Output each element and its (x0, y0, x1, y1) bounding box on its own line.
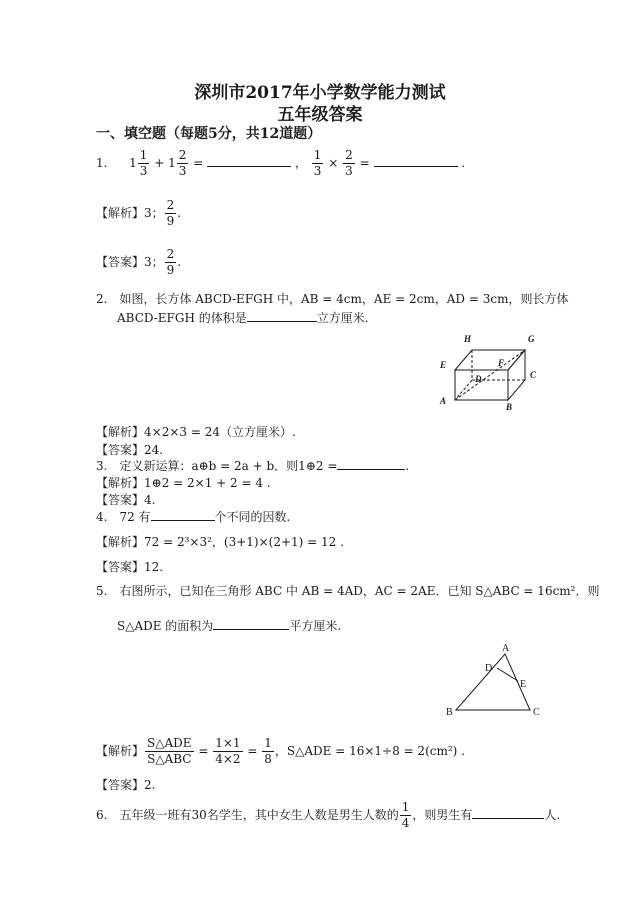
q1-answer-blank-1 (207, 154, 291, 167)
section-heading: 一、填空题（每题5分，共12道题） (96, 126, 322, 142)
cube-label-f: F (498, 358, 505, 368)
q1-answer: 【答案】3； $\frac{2}{9}$ . (96, 247, 182, 277)
cuboid-top-face (455, 350, 525, 370)
q1-analysis: 【解析】3； $\frac{2}{9}$ . (96, 198, 182, 228)
q6-answer-blank (472, 806, 544, 819)
q4-answer-blank (151, 508, 215, 521)
question-1: 1. 1 $\frac{1}{3}$ + 1 $\frac{2}{3}$ = ， $\frac{1}{3}$ × $\frac{2}{3}$ = . (96, 148, 466, 178)
triangle-abc (456, 654, 530, 710)
q5-answer: 【答案】2. (96, 778, 156, 792)
q3-answer-blank (337, 457, 405, 470)
page-subtitle: 五年级答案 (277, 105, 363, 125)
q1-frac-1: $\frac{1}{3}$ (139, 148, 148, 178)
question-2-line2: ABCD-EFGH 的体积是 立方厘米. (117, 311, 369, 325)
question-3: 3. 定义新运算：a⊕b = 2a + b．则1⊕2 = . (96, 459, 410, 473)
question-6: 6. 五年级一班有30名学生，其中女生人数是男生人数的 $\frac{1}{4}$ ，则男生有 人. (96, 800, 561, 830)
q1-frac-4: $\frac{2}{3}$ (345, 148, 353, 178)
cube-label-b: B (506, 402, 513, 412)
tri-label-a: A (502, 643, 510, 654)
q2-answer-blank (247, 309, 317, 322)
tri-label-d: D (485, 663, 493, 674)
q1-answer-blank-2 (374, 154, 458, 167)
question-5-line2: S△ADE 的面积为 平方厘米. (117, 619, 342, 633)
question-2: 2. 如图，长方体 ABCD-EFGH 中，AB = 4cm，AE = 2cm，AD = 3cm，则长方体 (96, 292, 569, 306)
cube-label-h: H (464, 334, 472, 344)
q2-answer: 【答案】24. (96, 443, 164, 457)
q3-analysis: 【解析】1⊕2 = 2×1 + 2 = 4 . (96, 476, 271, 490)
tri-label-b: B (446, 707, 453, 718)
segment-de (497, 668, 518, 681)
cuboid-diagram (430, 328, 550, 414)
cuboid-right-face (508, 350, 525, 400)
q2-analysis: 【解析】4×2×3 = 24（立方厘米）. (96, 425, 296, 439)
cube-label-c: C (530, 370, 537, 380)
cube-label-d: D (475, 374, 482, 384)
question-5: 5. 右图所示，已知在三角形 ABC 中 AB = 4AD，AC = 2AE．已知 S△ABC = 16cm²．则 (96, 584, 600, 598)
cube-label-a: A (440, 396, 447, 406)
q5-analysis: 【解析】 $\frac{\text{S△ADE}}{\text{S△ABC}}$ = $\frac{1\times 1}{4\times 2}$ = $\frac{1}{8}$ ，S△ADE = 16×1÷8 = 2(cm²) . (96, 736, 465, 766)
cube-label-g: G (528, 334, 535, 344)
cuboid-front-face (455, 370, 508, 400)
q5-answer-blank (213, 617, 289, 630)
triangle-diagram (440, 640, 550, 720)
q1-frac-2: $\frac{2}{3}$ (178, 148, 187, 178)
q4-analysis: 【解析】72 = 2³×3²，(3+1)×(2+1) = 12 . (96, 535, 344, 549)
tri-label-e: E (520, 679, 527, 690)
tri-label-c: C (533, 707, 540, 718)
question-4: 4. 72 有 个不同的因数. (96, 510, 291, 524)
page-title: 深圳市2017年小学数学能力测试 (194, 83, 446, 103)
q1-number: 1. (96, 156, 108, 170)
q3-answer: 【答案】4. (96, 493, 156, 507)
q1-frac-3: $\frac{1}{3}$ (313, 148, 322, 178)
cube-label-e: E (440, 360, 447, 370)
q4-answer: 【答案】12. (96, 560, 164, 574)
